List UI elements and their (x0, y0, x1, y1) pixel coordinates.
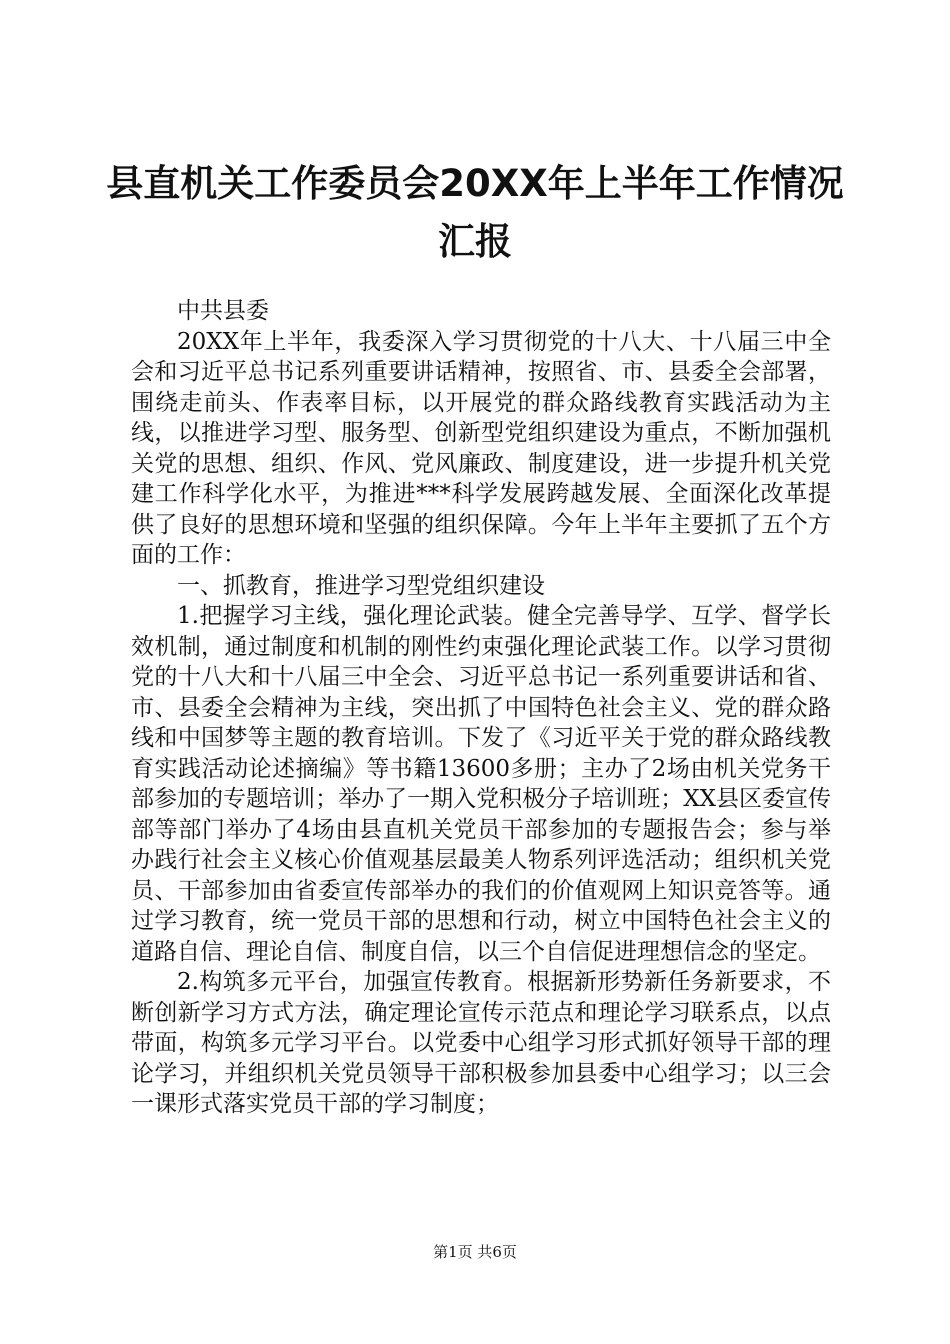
body-paragraph: 2.构筑多元平台，加强宣传教育。根据新形势新任务新要求，不断创新学习方式方法，确定理论宣传示范点和理论学习联系点，以点带面，构筑多元学习平台。以党委中心组学习形式抓好领导干部的理论学习，并组织机关党员领导干部积极参加县委中心组学习；以三会一课形式落实党员干部的学习制度； (131, 969, 831, 1117)
body-paragraph: 20XX年上半年，我委深入学习贯彻党的十八大、十八届三中全会和习近平总书记系列重要讲话精神，按照省、市、县委全会部署，围绕走前头、作表率目标，以开展党的群众路线教育实践活动为主线，以推进学习型、服务型、创新型党组织建设为重点，不断加强机关党的思想、组织、作风、党风廉政、制度建设，进一步提升机关党建工作科学化水平，为推进***科学发展跨越发展、全面深化改革提供了良好的思想环境和坚强的组织保障。今年上半年主要抓了五个方面的工作： (131, 328, 831, 568)
document-title-line-1: 县直机关工作委员会20XX年上半年工作情况 (106, 162, 844, 205)
addressee: 中共县委 (177, 298, 269, 324)
body-paragraph: 1.把握学习主线，强化理论武装。健全完善导学、互学、督学长效机制，通过制度和机制的刚性约束强化理论武装工作。以学习贯彻党的十八大和十八届三中全会、习近平总书记一系列重要讲话和省、市、县委全会精神为主线，突出抓了中国特色社会主义、党的群众路线和中国梦等主题的教育培训。下发了《习近平关于党的群众路线教育实践活动论述摘编》等书籍13600多册；主办了2场由机关党务干部参加的专题培训；举办了一期入党积极分子培训班；XX县区委宣传部等部门举办了4场由县直机关党员干部参加的专题报告会；参与举办践行社会主义核心价值观基层最美人物系列评选活动；组织机关党员、干部参加由省委宣传部举办的我们的价值观网上知识竞答等。通过学习教育，统一党员干部的思想和行动，树立中国特色社会主义的道路自信、理论自信、制度自信，以三个自信促进理想信念的坚定。 (131, 603, 831, 965)
document-body (131, 296, 831, 1120)
section-heading: 一、抓教育，推进学习型党组织建设 (177, 572, 545, 599)
page-footer: 第1页 共6页 (433, 1243, 517, 1261)
document-title-line-2: 汇报 (438, 220, 512, 263)
